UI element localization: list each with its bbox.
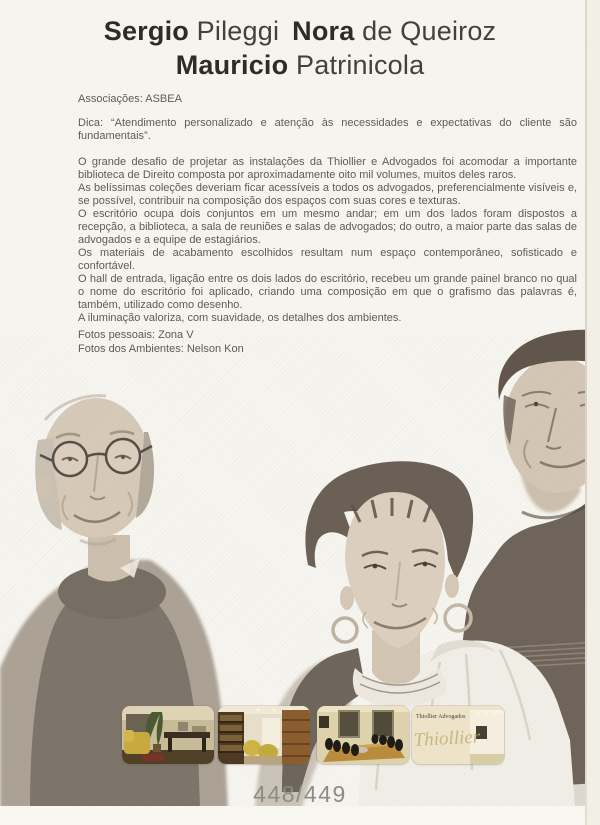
name-second-rest: de Queiroz [354,16,497,46]
credit-environments: Fotos dos Ambientes: Nelson Kon [78,342,244,355]
paragraph: O hall de entrada, ligação entre os dois lados do escritório, recebeu um grande painel branco no qual o nome do escritório foi aplicado, criando uma composição em que o grafismo das palavras é, também, utilizado como desenho. [78,273,577,311]
photo-credits [78,329,577,356]
page-title [0,14,600,82]
paragraph: O grande desafio de projetar as instalações da Thiollier e Advogados foi acomodar a importante biblioteca de Direito composta por aproximadamente oito mil volumes, muitos deles raros. [78,156,577,181]
associations-line: Associações: ASBEA [78,93,182,105]
thumbnail-reception-photo [122,706,214,764]
hallway-wall-small-text: Thiollier Advogados [416,714,466,720]
hallway-wall-large-text: Thiollier [413,726,481,751]
name-second-bold: Nora [292,16,355,46]
thumbnail-meeting-room-photo [317,706,409,764]
tip-quote: Dica: “Atendimento personalizado e atenção às necessidades e expectativas do cliente são fundamentais”. [78,117,577,142]
thumbnail-hallway-photo [412,706,504,764]
paragraph: A iluminação valoriza, com suavidade, os detalhes dos ambientes. [78,312,402,324]
paragraph: Os materiais de acabamento escolhidos resultam num espaço contemporâneo, sofisticado e confortável. [78,247,577,272]
name-third-bold: Mauricio [175,50,289,80]
name-third-rest: Patrinicola [288,50,425,80]
page-number: 448/449 [253,781,347,807]
name-first-bold: Sergio [103,16,189,46]
scan-edge-band [587,0,600,825]
body-text [78,156,577,325]
paragraph: O escritório ocupa dois conjuntos em um mesmo andar; em um dos lados foram dispostos a recepção, a biblioteca, a sala de reuniões e salas de advogados; do outro, a maior parte das salas de advogados e a equipe de estagiários. [78,208,577,246]
thumbnail-library-photo [218,706,310,764]
paragraph: As belíssimas coleções deveriam ficar acessíveis a todos os advogados, preferencialmente visíveis e, se possível, contribuir na composição dos espaços com suas cores e texturas. [78,182,577,207]
scan-edge-line [585,0,587,825]
name-first-rest: Pileggi [188,16,280,46]
bottom-margin [0,806,600,825]
credit-personal: Fotos pessoais: Zona V [78,329,194,341]
title-row-2 [0,48,600,82]
title-row-1 [0,14,600,48]
